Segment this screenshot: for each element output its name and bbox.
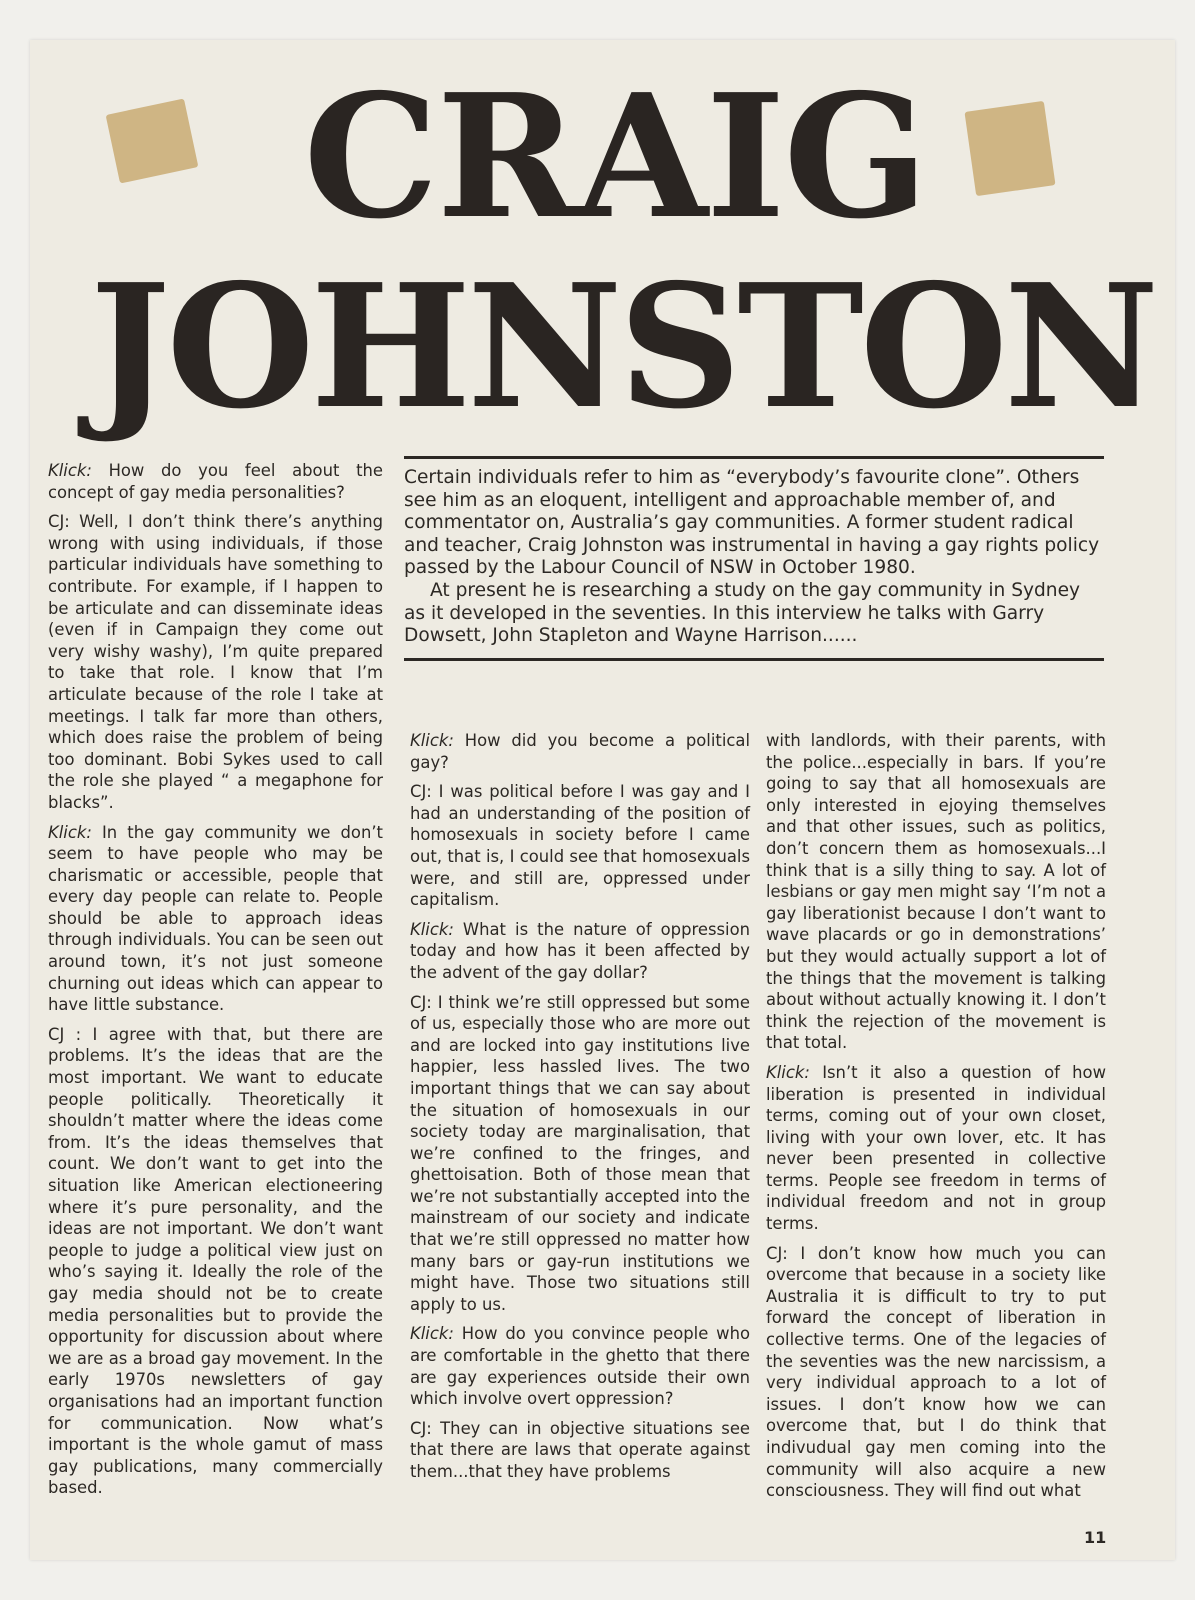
- question-text: In the gay community we don’t seem to have people who may be charismatic or accessible, people that every day people can relate to. People should be able to approach ideas through individuals. You can be seen out around town, it’s not just someone churning out ideas which can appear to have little substance.: [48, 822, 383, 1015]
- intro-paragraph: Certain individuals refer to him as “everybody’s favourite clone”. Others see him as an eloquent, intelligent and approachable member of, and commentator on, Australia’s gay communities. A former student radical and teacher, Craig Johnston was instrumental in having a gay rights policy passed by the Labour Council of NSW in October 1980.: [404, 467, 1100, 579]
- column-2: [410, 730, 750, 1491]
- question-text: Isn’t it also a question of how liberation is presented in individual terms, coming out of your own closet, living with your own lover, etc. It has never been presented in collective terms. People see freedom in terms of individual freedom and not in group terms.: [766, 1062, 1106, 1234]
- klick-label: Klick:: [48, 461, 92, 480]
- answer-paragraph: CJ: Well, I don’t think there’s anything wrong with using individuals, if those particular individuals have something to contribute. For example, if I happen to be articulate and can disseminate ideas (even if in Campaign they come out very wishy washy), I’m quite prepared to take that role. I know that I’m articulate because of the role I take at meetings. I talk far more than others, which does raise the problem of being too dominant. Bobi Sykes used to call the role she played “ a megaphone for blacks”.: [48, 512, 383, 812]
- answer-continuation: with landlords, with their parents, with the police...especially in bars. If you’re going to say that all homosexuals are only interested in ejoying themselves and that other issues, such as politics, don’t concern them as homosexuals...I think that is a silly thing to say. A lot of lesbians or gay men might say ‘I’m not a gay liberationist because I don’t want to wave placards or go in demonstrations’ but they would actually support a lot of the things that the movement is talking about without actually knowing it. I don’t think the rejection of the movement is that total.: [766, 731, 1106, 1053]
- question-text: How do you feel about the concept of gay media personalities?: [48, 461, 383, 502]
- tape-piece: [106, 98, 199, 183]
- klick-label: Klick:: [766, 1062, 810, 1082]
- klick-label: Klick:: [48, 822, 92, 842]
- column-3: [766, 730, 1106, 1510]
- question-paragraph: [410, 730, 750, 773]
- answer-paragraph: CJ: I think we’re still oppressed but some of us, especially those who are more out and are locked into gay institutions live happier, less hassled lives. The two important things that we can say about the situation of homosexuals in our society today are marginalisation, that we’re confined to the fringes, and ghettoisation. Both of those mean that we’re not substantially accepted into the mainstream of our society and indicate that we’re still oppressed no matter how many bars or gay-run institutions we might have. Those two situations still apply to us.: [410, 992, 750, 1314]
- question-text: How did you become a political gay?: [410, 731, 750, 772]
- headline-first-name: CRAIG: [303, 57, 927, 257]
- answer-paragraph: CJ: I was political before I was gay and I had an understanding of the position of homosexuals in society before I came out, that is, I could see that homosexuals were, and still are, oppressed under capitalism.: [410, 782, 750, 910]
- column-1: [48, 460, 383, 1507]
- question-paragraph: [48, 822, 383, 1016]
- answer-paragraph: CJ: They can in objective situations see that there are laws that operate against them...that they have problems: [410, 1418, 750, 1481]
- question-paragraph: [410, 1323, 750, 1409]
- question-paragraph: [48, 460, 383, 503]
- page-number: 11: [1084, 1528, 1107, 1547]
- question-paragraph: [766, 1062, 1106, 1235]
- klick-label: Klick:: [410, 1324, 454, 1344]
- question-text: What is the nature of oppression today and how has it been affected by the advent of the gay dollar?: [410, 919, 750, 982]
- question-text: How do you convince people who are comfortable in the ghetto that there are gay experiences outside their own which involve overt oppression?: [410, 1324, 750, 1409]
- answer-paragraph: CJ : I agree with that, but there are problems. It’s the ideas that are the most important. We want to educate people politically. Theoretically it shouldn’t matter where the ideas come from. It’s the ideas themselves that count. We don’t want to get into the situation like American electioneering where it’s pure personality, and the ideas are not important. We don’t want people to judge a political view just on who’s saying it. Ideally the role of the gay media should not be to create media personalities but to provide the opportunity for discussion about where we are as a broad gay movement. In the early 1970s newsletters of gay organisations had an important function for communication. Now what’s important is the whole gamut of mass gay publications, many commercially based.: [48, 1024, 383, 1498]
- headline-last-name: JOHNSTON: [90, 247, 1156, 447]
- klick-label: Klick:: [410, 919, 454, 939]
- magazine-page: [30, 40, 1175, 1560]
- intro-standfirst: [404, 456, 1104, 661]
- intro-paragraph: At present he is researching a study on the gay community in Sydney as it developed in the seventies. In this interview he talks with Garry Dowsett, John Stapleton and Wayne Harrison......: [404, 579, 1081, 647]
- klick-label: Klick:: [410, 731, 454, 750]
- tape-piece: [964, 101, 1055, 196]
- answer-paragraph: CJ: I don’t know how much you can overcome that because in a society like Australia it is difficult to try to put forward the concept of liberation in collective terms. One of the legacies of the seventies was the new narcissism, a very individual approach to a lot of issues. I don’t know how we can overcome that, but I do think that indivudual gay men coming into the community will also acquire a new consciousness. They will find out what: [766, 1243, 1106, 1501]
- question-paragraph: [410, 919, 750, 984]
